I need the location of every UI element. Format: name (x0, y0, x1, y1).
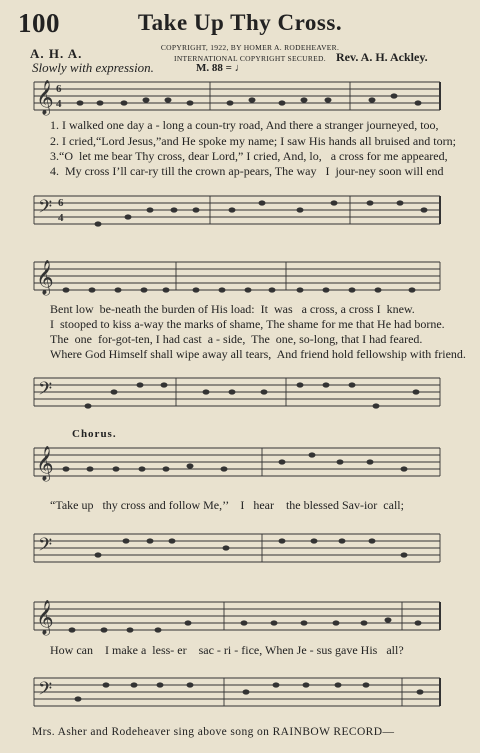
chorus-lyric-line-2: How can I make a less- er sac - ri - fice, When Je - sus gave His all? (50, 643, 404, 657)
svg-text:6: 6 (58, 197, 64, 209)
chorus-label: Chorus. (72, 428, 117, 440)
treble-staff-chorus-1 (0, 440, 480, 498)
bass-staff-chorus-1 (0, 514, 480, 576)
bass-clef-icon-2: 𝄢 (38, 378, 53, 403)
verse-3-line-1: 3.“O let me bear Thy cross, dear Lord,” I cried, And, lo, a cross for me appeared, (50, 149, 448, 163)
copyright-line-2: INTERNATIONAL COPYRIGHT SECURED. (174, 54, 326, 63)
copyright-line-1: COPYRIGHT, 1922, BY HOMER A. RODEHEAVER. (160, 43, 340, 52)
metronome-marking: M. 88 = ♩ (196, 62, 246, 74)
footer-note: Mrs. Asher and Rodeheaver sing above song on RAINBOW RECORD— (32, 726, 395, 738)
svg-text:4: 4 (56, 98, 62, 110)
lyric-credit: Rev. A. H. Ackley. (336, 50, 428, 64)
notes-system-2-bass (85, 382, 420, 408)
copyright-notice (150, 42, 350, 64)
treble-clef-icon-4: 𝄞 (36, 601, 54, 634)
hymn-number: 100 (18, 8, 60, 38)
svg-text:6: 6 (56, 83, 62, 95)
treble-staff-system-2 (0, 256, 480, 304)
verse-1-line-1: 1. I walked one day a - long a coun-try road, And there a stranger journeyed, too, (50, 118, 439, 132)
bass-clef-icon: 𝄢 (38, 196, 53, 221)
treble-clef-icon-3: 𝄞 (36, 447, 54, 480)
treble-clef-icon: 𝄞 (36, 81, 54, 114)
verse-3-line-2: The one for-got-ten, I had cast a - side, The one, so-long, that I had feared. (50, 332, 423, 346)
verse-4-line-1: 4. My cross I’ll car-ry till the crown ap-pears, The way I jour-ney soon will end (50, 164, 444, 178)
bass-clef-icon-4: 𝄢 (38, 678, 53, 703)
notes-system-1-treble (77, 93, 422, 105)
svg-text:4: 4 (58, 212, 64, 224)
melody-credit: A. H. A. (30, 46, 83, 61)
verse-2-line-1: 2. I cried,“Lord Jesus,”and He spoke my name; I saw His hands all bruised and torn; (50, 134, 456, 148)
bass-staff-chorus-2 (0, 658, 480, 720)
treble-clef-icon-2: 𝄞 (36, 261, 54, 294)
bass-clef-icon-3: 𝄢 (38, 534, 53, 559)
verse-2-line-2: I stooped to kiss a-way the marks of shame, The shame for me that He had borne. (50, 317, 445, 331)
hymn-title: Take Up Thy Cross. (137, 10, 343, 35)
bass-staff-system-1 (0, 180, 480, 238)
tempo-marking: Slowly with expression. (32, 60, 154, 75)
verse-1-line-2: Bent low be-neath the burden of His load: It was a cross, a cross I knew. (50, 302, 415, 316)
treble-staff-system-1 (0, 76, 480, 120)
treble-staff-chorus-2 (0, 594, 480, 644)
bass-staff-system-2 (0, 362, 480, 422)
notes-system-1-bass (95, 200, 428, 226)
chorus-lyric-line-1: “Take up thy cross and follow Me,’’ I hear the blessed Sav-ior call; (50, 498, 404, 512)
verse-4-line-2: Where God Himself shall wipe away all tears, And friend hold fellowship with friend. (50, 347, 466, 361)
